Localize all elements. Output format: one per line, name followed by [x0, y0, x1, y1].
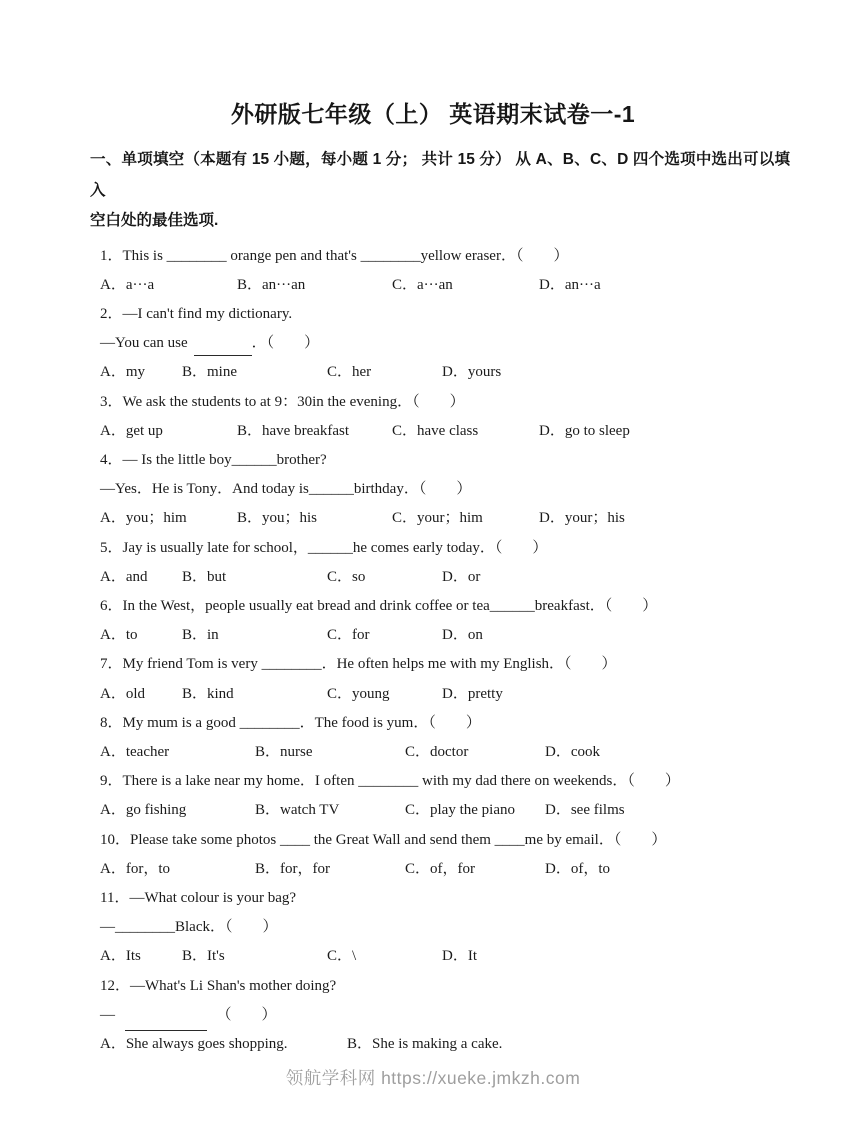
answer-line-text: （ ）: [212, 1006, 277, 1023]
question-text: 11．—What colour is your bag?: [100, 889, 297, 906]
option-b: B．an···an: [237, 276, 306, 293]
answer-line-text: —You can use: [100, 335, 188, 352]
answer-blank-underline: [194, 340, 252, 356]
option-c: C．young: [327, 685, 390, 702]
option-a: A．teacher: [100, 743, 170, 760]
option-d: D．on: [442, 627, 483, 644]
option-b: B．mine: [182, 364, 237, 381]
option-d: D．go to sleep: [539, 422, 630, 439]
option-d: D．cook: [545, 743, 600, 760]
option-b: B．It's: [182, 948, 225, 965]
option-a: A．my: [100, 364, 146, 381]
option-c: C．for: [327, 627, 370, 644]
option-b: B．but: [182, 568, 227, 585]
question-text: 2．—I can't find my dictionary.: [100, 305, 293, 322]
option-c: C．of，for: [405, 860, 475, 877]
options-row: [100, 563, 826, 592]
options-row: [100, 855, 826, 884]
question-text: 10．Please take some photos ____ the Great Wall and send them ____me by email．（ ）: [100, 831, 667, 848]
option-c: C．her: [327, 364, 372, 381]
option-b: B．you；his: [237, 510, 318, 527]
option-d: D．pretty: [442, 685, 503, 702]
option-c: C．have class: [392, 422, 479, 439]
option-a: A．Its: [100, 948, 141, 965]
option-b: B．nurse: [255, 743, 313, 760]
options-row: [100, 680, 826, 709]
option-d: D．an···a: [539, 276, 601, 293]
option-b: B．for，for: [255, 860, 330, 877]
option-a: A．go fishing: [100, 802, 187, 819]
options-row: [100, 504, 826, 533]
option-b: B．kind: [182, 685, 234, 702]
page-title: 外研版七年级（上） 英语期末试卷一-1: [230, 101, 636, 127]
option-c: C．so: [327, 568, 366, 585]
question-text: 9．There is a lake near my home．I often ________ with my dad there on weekends．（ ）: [100, 773, 680, 790]
option-d: D．It: [442, 948, 477, 965]
option-a: A．for，to: [100, 860, 170, 877]
question-2: [100, 300, 826, 388]
question-text: 6．In the West，people usually eat bread and drink coffee or tea______breakfast．（ ）: [100, 597, 658, 614]
option-d: D．yours: [442, 364, 502, 381]
option-b: B．watch TV: [255, 802, 340, 819]
options-row: [100, 738, 826, 767]
question-11: [100, 884, 826, 972]
answer-line: [100, 329, 826, 358]
options-row: [100, 358, 826, 387]
options-row: [100, 1030, 826, 1059]
question-8: [100, 709, 826, 767]
question-list: [100, 242, 826, 1060]
option-c: C．doctor: [405, 743, 469, 760]
answer-line: —________Black．（ ）: [100, 919, 278, 936]
instructions-line-1: 一、单项填空（本题有 15 小题，每小题 1 分； 共计 15 分） 从 A、B、C、D 四个选项中选出可以填入: [90, 151, 790, 199]
answer-blank-underline: [125, 1015, 207, 1031]
answer-line-text: ．（ ）: [251, 335, 320, 352]
option-a: A．get up: [100, 422, 163, 439]
options-row: [100, 942, 826, 971]
option-d: D．see films: [545, 802, 625, 819]
question-6: [100, 592, 826, 650]
question-5: [100, 534, 826, 592]
option-c: C．your；him: [392, 510, 483, 527]
question-text: 4．— Is the little boy______brother?: [100, 451, 327, 468]
option-a: A．to: [100, 627, 138, 644]
question-10: [100, 826, 826, 884]
option-c: C．a···an: [392, 276, 453, 293]
question-3: [100, 388, 826, 446]
option-c: C．\: [327, 948, 357, 965]
question-text: 8．My mum is a good ________．The food is yum．（ ）: [100, 714, 481, 731]
option-d: D．your；his: [539, 510, 625, 527]
options-row: [100, 417, 826, 446]
answer-line: [100, 1001, 826, 1030]
option-d: D．of，to: [545, 860, 610, 877]
question-text: 1．This is ________ orange pen and that's ________yellow eraser．（ ）: [100, 247, 569, 264]
question-7: [100, 650, 826, 708]
options-row: [100, 796, 826, 825]
question-4: [100, 446, 826, 534]
question-text: 7．My friend Tom is very ________．He often helps me with my English．（ ）: [100, 656, 617, 673]
question-12: [100, 972, 826, 1060]
option-a: A．old: [100, 685, 146, 702]
answer-line-text: —: [100, 1006, 119, 1023]
option-c: C．play the piano: [405, 802, 515, 819]
options-row: [100, 621, 826, 650]
option-a: A．She always goes shopping.: [100, 1035, 288, 1052]
option-b: B．She is making a cake.: [347, 1035, 503, 1052]
question-1: [100, 242, 826, 300]
option-a: A．a···a: [100, 276, 155, 293]
option-b: B．have breakfast: [237, 422, 350, 439]
question-text: —Yes．He is Tony．And today is______birthday．（ ）: [100, 481, 472, 498]
question-text: 5．Jay is usually late for school，______he comes early today．（ ）: [100, 539, 548, 556]
question-text: 3．We ask the students to at 9：30in the evening．（ ）: [100, 393, 465, 410]
option-b: B．in: [182, 627, 219, 644]
option-d: D．or: [442, 568, 481, 585]
question-text: 12．—What's Li Shan's mother doing?: [100, 977, 337, 994]
option-a: A．and: [100, 568, 148, 585]
options-row: [100, 271, 826, 300]
watermark-footer: 领航学科网 https://xueke.jmkzh.com: [285, 1068, 581, 1088]
instructions-line-2: 空白处的最佳选项.: [90, 212, 219, 229]
section-instructions: [90, 145, 790, 237]
option-a: A．you；him: [100, 510, 187, 527]
question-9: [100, 767, 826, 825]
